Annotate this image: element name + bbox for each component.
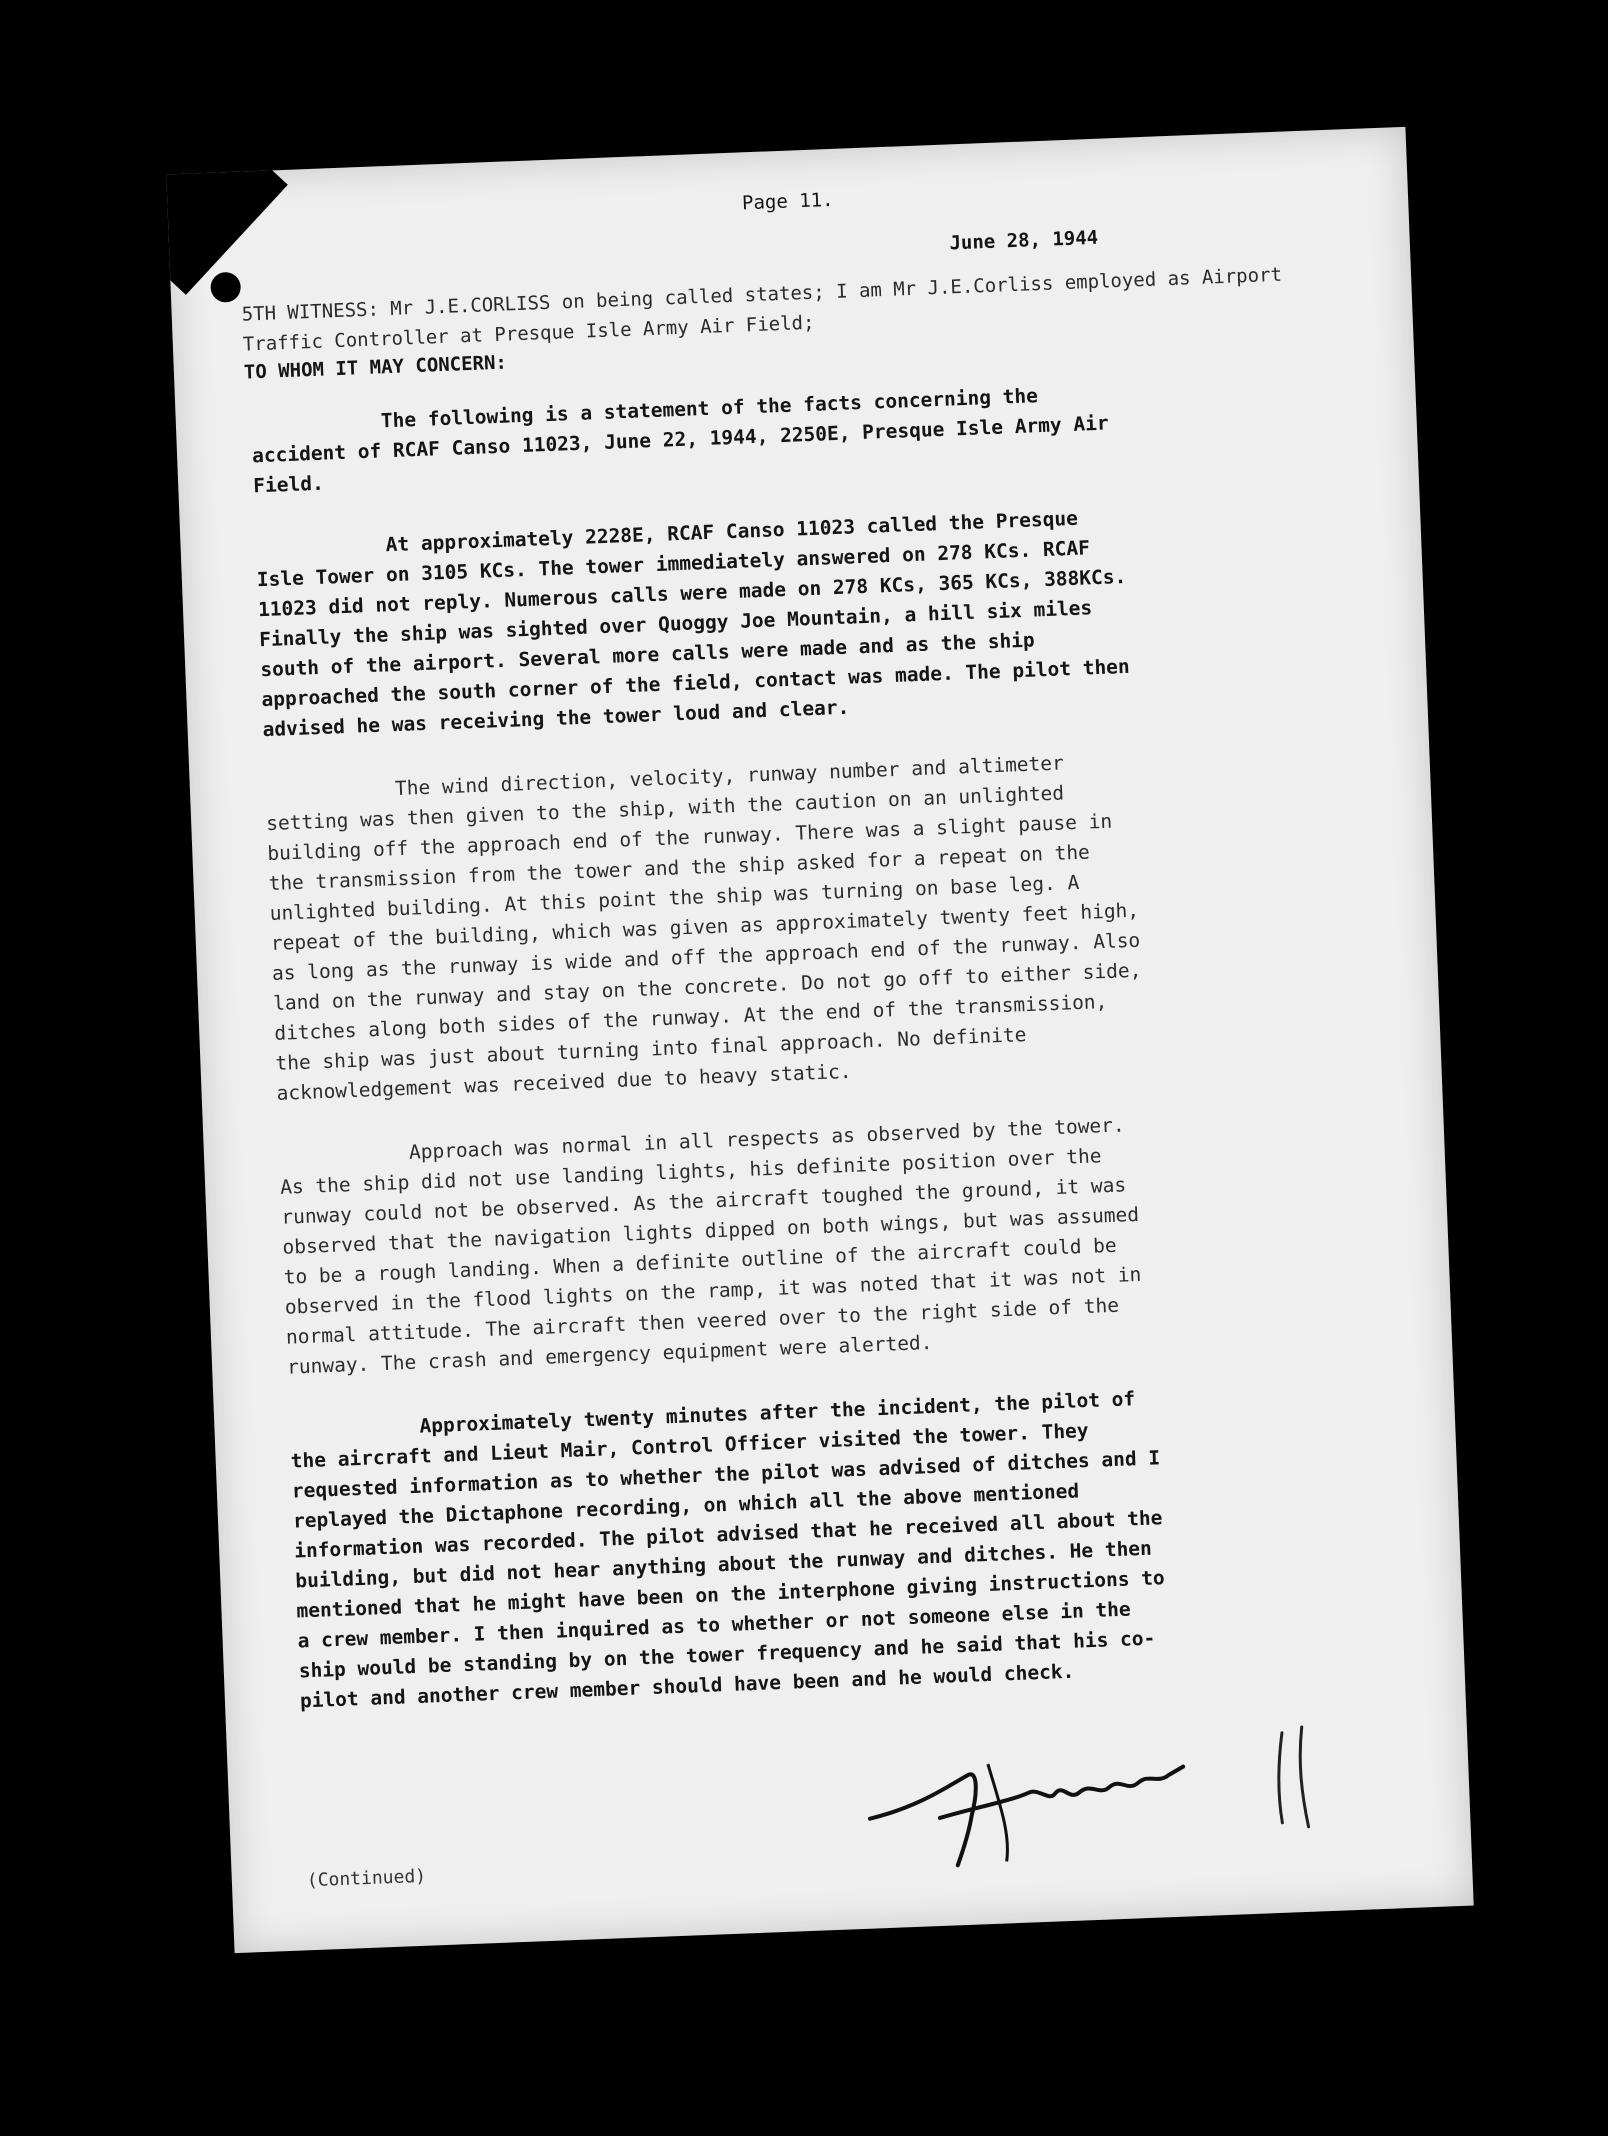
salutation: TO WHOM IT MAY CONCERN: [243, 351, 508, 384]
continued-note: (Continued) [306, 1865, 427, 1892]
document-date: June 28, 1944 [949, 226, 1099, 255]
handwritten-signature [857, 1736, 1202, 1879]
marginal-handwritten-mark [1267, 1721, 1331, 1833]
paragraph-intro: The following is a statement of the facts concerning the accident of RCAF Canso 11023, June 22, 1944, 2250E, Presque Isle Army Air Field. [251, 383, 1121, 498]
witness-intro: 5TH WITNESS: Mr J.E.CORLISS on being called states; I am Mr J.E.Corliss employed as Airport Traffic Controller at Presque Isle Army Air Field; [241, 263, 1283, 356]
paragraph-first-contact: At approximately 2228E, RCAF Canso 11023 called the Presque Isle Tower on 3105 KCs. The tower immediately answered on 278 KCs. RCAF 11023 did not reply. Numerous calls were made on 278 KCs, 365 KCs, 388KCs. Finally the ship was sighted over Quoggy Joe Mountain, a hill six miles south of the airport. Several more calls were made and as the ship approached the south corner of the field, contact was made. The pilot then advised he was receiving the tower loud and clear. [256, 506, 1142, 742]
punch-hole-icon [210, 272, 241, 303]
statement-body [250, 378, 1181, 1751]
document-page [166, 127, 1473, 1953]
paragraph-approach: Approach was normal in all respects as observed by the tower. As the ship did not use landing lights, his definite position over the runway could not be observed. As the aircraft toughed the ground, it was observed that the navigation lights dipped on both wings, but was assumed to be a rough landing. When a definite outline of the aircraft could be observed in the flood lights on the ramp, it was noted that it was not in normal attitude. The aircraft then veered over to the right side of the runway. The crash and emergency equipment were alerted. [279, 1112, 1154, 1379]
paragraph-wind-and-building: The wind direction, velocity, runway number and altimeter setting was then given to the ship, with the caution on an unlighted building off the approach end of the runway. There was a slight pause in the transmission from the tower and the ship asked for a repeat on the unlighted building. At this point the ship was turning on base leg. A repeat of the building, which was given as approximately twenty feet high, as long as the runway is wide and off the approach end of the runway. Also land on the runway and stay on the concrete. Do not go off to either side, ditches along both sides of the runway. At the end of the transmission, the ship was just about turning into final approach. No definite acknowledgement was received due to heavy static. [265, 750, 1154, 1105]
paragraph-after-incident: Approximately twenty minutes after the incident, the pilot of the aircraft and Lieut Mair, Control Officer visited the tower. They requested information as to whether the pilot was advised of ditches and I replayed the Dictaphone recording, on which all the above mentioned information was recorded. The pilot advised that he received all about the building, but did not hear anything about the runway and ditches. He then mentioned that he might have been on the interphone giving instructions to a crew member. I then inquired as to whether or not someone else in the ship would be standing by on the tower frequency and he said that his co-pilot and another crew member should have been and he would check. [290, 1386, 1177, 1713]
page-number: Page 11. [741, 188, 834, 215]
